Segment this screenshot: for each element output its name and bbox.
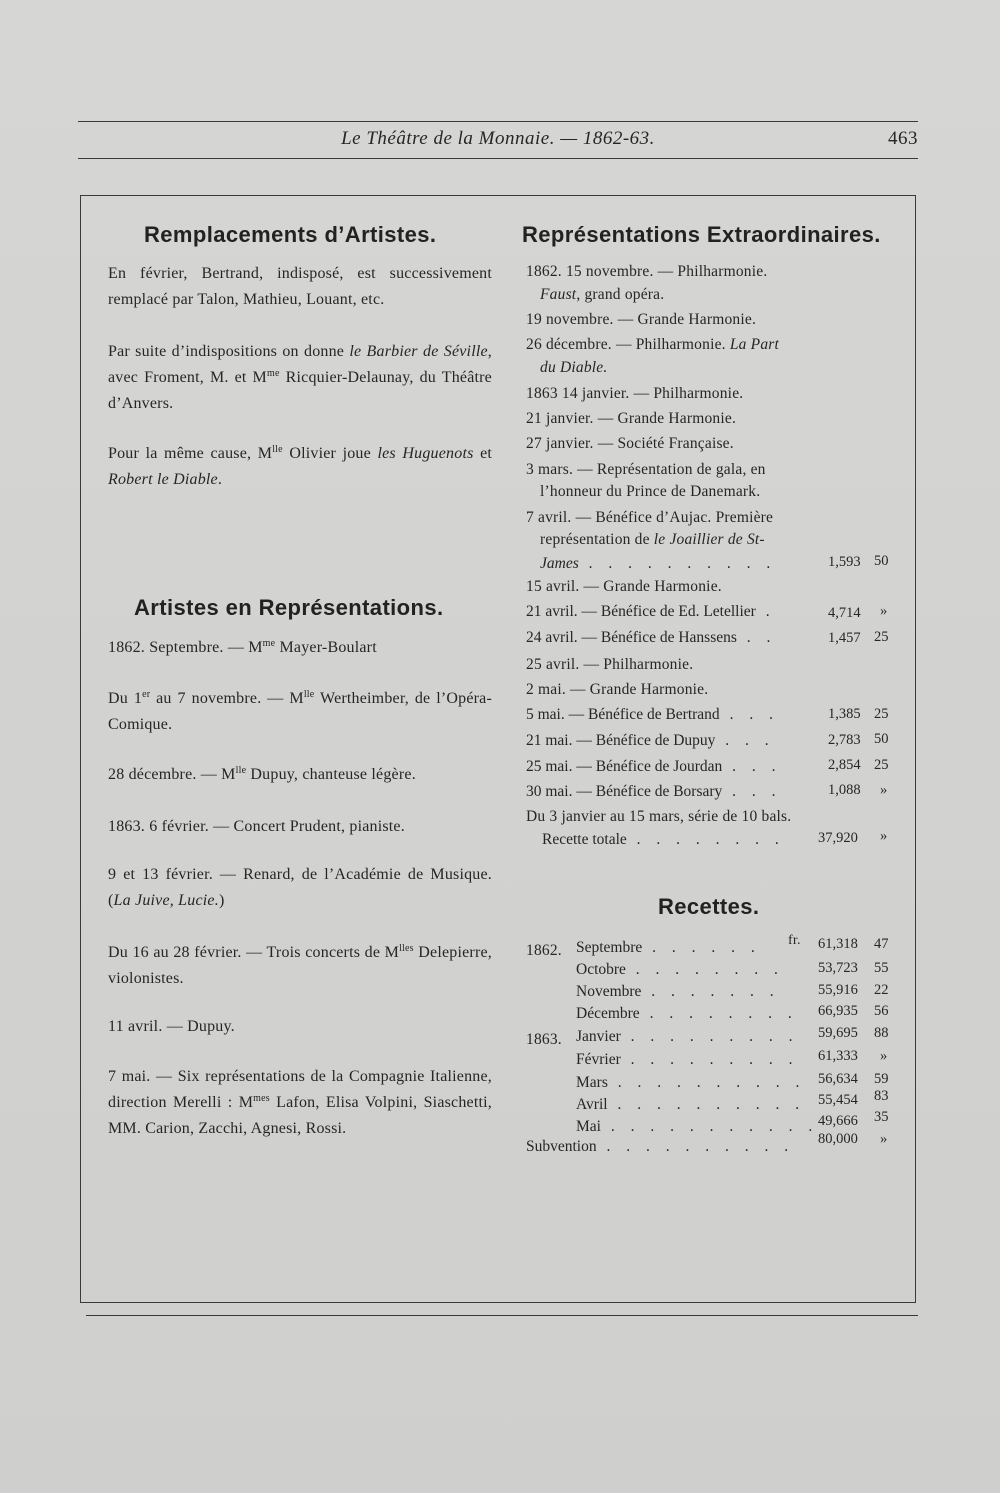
recettes-row bbox=[576, 1072, 805, 1094]
italic-title: Faust bbox=[540, 286, 577, 303]
extra-line-8: 27 janvier. — Société Française. bbox=[526, 435, 734, 452]
extra-cents-16: 25 bbox=[874, 629, 889, 645]
month-label: Mai bbox=[576, 1118, 601, 1135]
dot-leader: . . . bbox=[719, 706, 779, 723]
text: Ricquier-Delaunay, du Théâtre d’Anvers. bbox=[108, 369, 492, 412]
italic-title: le Joaillier de St- bbox=[653, 531, 765, 548]
entry-artiste-4: 1863. 6 février. — Concert Prudent, pianiste. bbox=[108, 818, 405, 835]
extra-amount-22: 1,088 bbox=[828, 782, 861, 798]
text: Olivier joue bbox=[282, 445, 378, 462]
recettes-cents: 88 bbox=[874, 1025, 889, 1041]
dot-leader: . . . . . . . . . bbox=[620, 1051, 799, 1068]
extra-line-10: l’honneur du Prince de Danemark. bbox=[540, 483, 761, 500]
paragraph-remplacement-1: En février, Bertrand, indisposé, est successivement remplacé par Talon, Mathieu, Louant, etc. bbox=[108, 265, 492, 308]
text: 25 mai. — Bénéfice de Jourdan bbox=[526, 758, 723, 775]
recettes-amount: 80,000 bbox=[818, 1131, 858, 1147]
extra-cents-21: 25 bbox=[874, 757, 889, 773]
month-label: Septembre bbox=[576, 939, 643, 956]
entry-artiste-8 bbox=[108, 1064, 492, 1142]
superscript: lles bbox=[399, 943, 414, 954]
extra-line-5 bbox=[540, 357, 607, 379]
extra-cents-24: » bbox=[880, 828, 888, 844]
italic-title: les Huguenots bbox=[377, 445, 474, 462]
extra-amount-24: 37,920 bbox=[818, 830, 858, 846]
page-number: 463 bbox=[888, 128, 918, 149]
text: Par suite d’indispositions on donne bbox=[108, 343, 350, 360]
text: , avec Froment, M. et M bbox=[108, 343, 492, 386]
running-head-title: Le Théâtre de la Monnaie. — 1862-63. bbox=[341, 128, 655, 149]
italic-title: du Diable. bbox=[540, 359, 608, 376]
recettes-amount: 56,634 bbox=[818, 1071, 858, 1087]
text: au 7 novembre. — M bbox=[150, 690, 304, 707]
extra-amount-13: 1,593 bbox=[828, 554, 861, 570]
text: 26 décembre. — Philharmonie. bbox=[526, 336, 730, 353]
recettes-row bbox=[526, 1136, 794, 1158]
recettes-cents: 83 bbox=[874, 1088, 889, 1104]
recettes-row bbox=[576, 1094, 805, 1116]
extra-line-23: Du 3 janvier au 15 mars, série de 10 bals. bbox=[526, 808, 792, 825]
section-heading-artistes: Artistes en Représentations. bbox=[134, 595, 444, 620]
recettes-cents: 59 bbox=[874, 1071, 889, 1087]
extra-line-13 bbox=[540, 553, 776, 575]
month-label: Janvier bbox=[576, 1028, 621, 1045]
text: et bbox=[473, 445, 493, 462]
extra-cents-13: 50 bbox=[874, 553, 889, 569]
extra-line-4 bbox=[526, 334, 779, 356]
recettes-row bbox=[576, 1049, 799, 1071]
extra-line-2 bbox=[540, 284, 664, 306]
extra-cents-20: 50 bbox=[874, 731, 889, 747]
superscript: lle bbox=[235, 765, 247, 776]
recettes-cents: » bbox=[880, 1131, 888, 1147]
text: 1862. Septembre. — M bbox=[108, 639, 263, 656]
recettes-amount: 66,935 bbox=[818, 1003, 858, 1019]
text: 28 décembre. — M bbox=[108, 766, 236, 783]
recettes-amount: 61,318 bbox=[818, 936, 858, 952]
header-rule-bottom bbox=[78, 158, 918, 159]
dot-leader: . . bbox=[736, 629, 777, 646]
section-heading-remplacements: Remplacements d’Artistes. bbox=[144, 222, 437, 247]
extra-line-3: 19 novembre. — Grande Harmonie. bbox=[526, 311, 757, 328]
text: Lafon, Elisa Volpini, Siaschetti, MM. Carion, Zacchi, Agnesi, Rossi. bbox=[108, 1094, 492, 1137]
text: 21 mai. — Bénéfice de Dupuy bbox=[526, 732, 716, 749]
extra-line-11: 7 avril. — Bénéfice d’Aujac. Première bbox=[526, 509, 774, 526]
superscript: me bbox=[266, 368, 280, 379]
extra-cents-19: 25 bbox=[874, 706, 889, 722]
superscript: mes bbox=[253, 1093, 270, 1104]
paragraph-remplacement-3 bbox=[108, 441, 492, 493]
recettes-amount: 59,695 bbox=[818, 1025, 858, 1041]
extra-line-21 bbox=[526, 756, 782, 778]
text: Delepierre, violonistes. bbox=[108, 944, 492, 987]
entry-artiste-5 bbox=[108, 862, 492, 914]
extra-cents-15: » bbox=[880, 603, 888, 619]
entry-artiste-3 bbox=[108, 762, 492, 788]
text: Recette totale bbox=[542, 831, 627, 848]
month-label: Février bbox=[576, 1051, 621, 1068]
italic-title: le Barbier de Séville bbox=[349, 343, 488, 360]
entry-artiste-2 bbox=[108, 686, 492, 738]
extra-line-1: 1862. 15 novembre. — Philharmonie. bbox=[526, 263, 768, 280]
dot-leader: . bbox=[755, 603, 776, 620]
dot-leader: . . . . . . . . . . bbox=[596, 1138, 795, 1155]
superscript: me bbox=[262, 638, 276, 649]
extra-line-22 bbox=[526, 781, 782, 803]
extra-amount-21: 2,854 bbox=[828, 757, 861, 773]
recettes-row bbox=[576, 1003, 798, 1025]
text: Mayer-Boulart bbox=[275, 639, 377, 656]
extra-line-6: 1863 14 janvier. — Philharmonie. bbox=[526, 385, 744, 402]
text: Du 16 au 28 février. — Trois concerts de M bbox=[108, 944, 400, 961]
text: 21 avril. — Bénéfice de Ed. Letellier bbox=[526, 603, 756, 620]
recettes-amount: 55,916 bbox=[818, 982, 858, 998]
dot-leader: . . . . . . . . . . bbox=[607, 1096, 806, 1113]
recettes-row bbox=[576, 981, 780, 1003]
extra-line-16 bbox=[526, 627, 776, 649]
extra-amount-15: 4,714 bbox=[828, 605, 861, 621]
month-label: Subvention bbox=[526, 1138, 597, 1155]
month-label: Octobre bbox=[576, 961, 626, 978]
recettes-currency-fr: fr. bbox=[788, 933, 801, 948]
month-label: Novembre bbox=[576, 983, 642, 1000]
recettes-cents: 22 bbox=[874, 982, 889, 998]
recettes-cents: 47 bbox=[874, 936, 889, 952]
text: 5 mai. — Bénéfice de Bertrand bbox=[526, 706, 720, 723]
extra-line-7: 21 janvier. — Grande Harmonie. bbox=[526, 410, 737, 427]
recettes-amount: 53,723 bbox=[818, 960, 858, 976]
extra-line-14: 15 avril. — Grande Harmonie. bbox=[526, 578, 722, 595]
superscript: lle bbox=[303, 689, 315, 700]
extra-line-12 bbox=[540, 529, 765, 551]
month-label: Mars bbox=[576, 1074, 608, 1091]
text: . bbox=[217, 471, 223, 488]
entry-artiste-1 bbox=[108, 635, 492, 661]
italic-title: Robert le Diable bbox=[108, 471, 218, 488]
recettes-year-1862: 1862. bbox=[526, 942, 562, 959]
recettes-amount: 49,666 bbox=[818, 1113, 858, 1129]
recettes-year-1863: 1863. bbox=[526, 1031, 562, 1048]
dot-leader: . . . . . . . . . . bbox=[578, 555, 777, 572]
dot-leader: . . . . . . . . . . bbox=[607, 1074, 806, 1091]
extra-amount-20: 2,783 bbox=[828, 732, 861, 748]
recettes-row bbox=[576, 959, 784, 981]
recettes-cents: 35 bbox=[874, 1109, 889, 1125]
entry-artiste-6 bbox=[108, 940, 492, 992]
italic-title: James bbox=[540, 555, 579, 572]
extra-line-15 bbox=[526, 601, 776, 623]
month-label: Avril bbox=[576, 1096, 608, 1113]
text: ) bbox=[218, 892, 225, 909]
extra-line-9: 3 mars. — Représentation de gala, en bbox=[526, 461, 766, 478]
text: Wertheimber, de l’Opéra-Comique. bbox=[108, 690, 493, 733]
text: 30 mai. — Bénéfice de Borsary bbox=[526, 783, 723, 800]
text: représentation de bbox=[540, 531, 654, 548]
dot-leader: . . . . . . . . bbox=[625, 961, 784, 978]
paragraph-remplacement-2 bbox=[108, 339, 492, 417]
section-heading-recettes: Recettes. bbox=[658, 894, 760, 919]
recettes-cents: 55 bbox=[874, 960, 889, 976]
recettes-cents: 56 bbox=[874, 1003, 889, 1019]
recettes-row bbox=[576, 937, 761, 959]
text: Dupuy, chanteuse légère. bbox=[246, 766, 416, 783]
extra-line-18: 2 mai. — Grande Harmonie. bbox=[526, 681, 709, 698]
recettes-row bbox=[576, 1026, 799, 1048]
extra-cents-22: » bbox=[880, 782, 888, 798]
section-heading-extraordinaires: Représentations Extraordinaires. bbox=[522, 222, 881, 247]
dot-leader: . . . . . . bbox=[642, 939, 761, 956]
text: , grand opéra. bbox=[576, 286, 665, 303]
recettes-row bbox=[576, 1116, 818, 1138]
entry-artiste-7: 11 avril. — Dupuy. bbox=[108, 1018, 235, 1035]
superscript: lle bbox=[272, 444, 283, 455]
dot-leader: . . . . . . . . . bbox=[620, 1028, 799, 1045]
dot-leader: . . . . . . . . bbox=[639, 1005, 798, 1022]
recettes-amount: 61,333 bbox=[818, 1048, 858, 1064]
text: 7 mai. — Six représentations de la Compagnie Italienne, direction Merelli : M bbox=[108, 1068, 492, 1111]
dot-leader: . . . . . . . . . . . bbox=[600, 1118, 819, 1135]
superscript: er bbox=[142, 689, 151, 700]
italic-title: La Part bbox=[729, 336, 780, 353]
dot-leader: . . . bbox=[722, 758, 782, 775]
dot-leader: . . . . . . . . bbox=[626, 831, 785, 848]
extra-amount-16: 1,457 bbox=[828, 630, 861, 646]
text: Du 1 bbox=[108, 690, 143, 707]
extra-line-19 bbox=[526, 704, 779, 726]
text: 9 et 13 février. — Renard, de l’Académie de Musique. ( bbox=[108, 866, 492, 909]
extra-line-17: 25 avril. — Philharmonie. bbox=[526, 656, 694, 673]
header-rule-top bbox=[78, 121, 918, 122]
text: 24 avril. — Bénéfice de Hanssens bbox=[526, 629, 737, 646]
month-label: Décembre bbox=[576, 1005, 640, 1022]
dot-leader: . . . bbox=[722, 783, 782, 800]
dot-leader: . . . bbox=[715, 732, 775, 749]
recettes-cents: » bbox=[880, 1048, 888, 1064]
extra-line-20 bbox=[526, 730, 775, 752]
recettes-amount: 55,454 bbox=[818, 1092, 858, 1108]
extra-amount-19: 1,385 bbox=[828, 706, 861, 722]
dot-leader: . . . . . . . bbox=[641, 983, 780, 1000]
text: Pour la même cause, M bbox=[108, 445, 273, 462]
italic-title: La Juive, Lucie. bbox=[113, 892, 219, 909]
extra-line-24 bbox=[542, 829, 785, 851]
bottom-rule bbox=[86, 1315, 918, 1316]
